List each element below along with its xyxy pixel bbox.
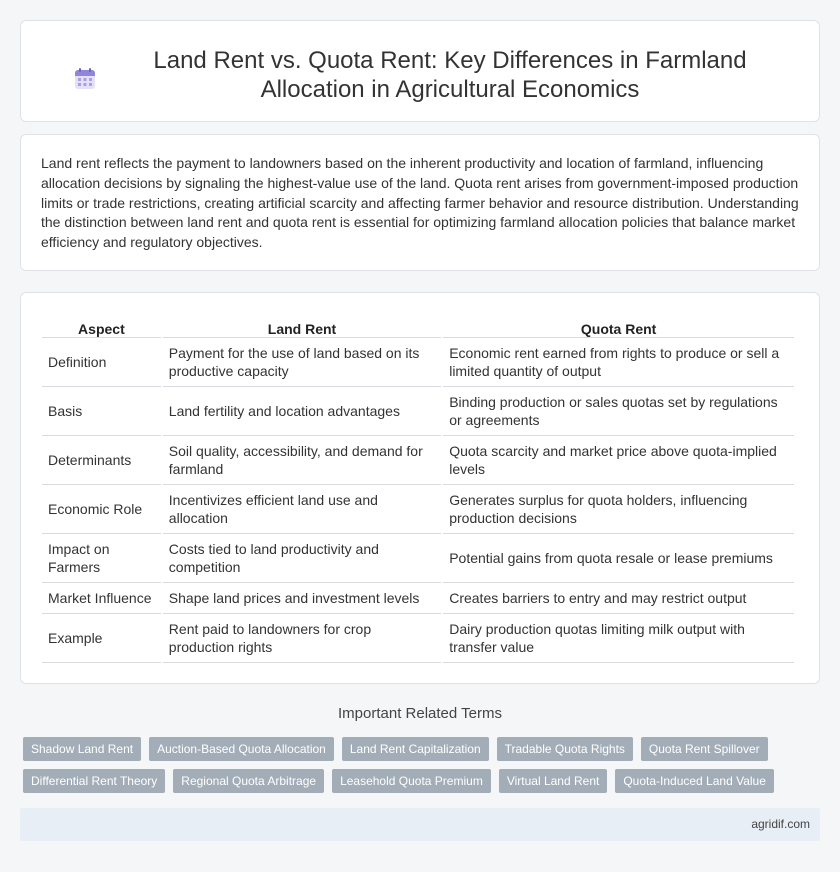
tag-row-2 <box>23 769 823 793</box>
footer-site-link[interactable]: agridif.com <box>751 817 810 831</box>
related-terms-tags <box>23 737 823 801</box>
row-aspect: Determinants <box>42 436 161 485</box>
row-land-rent: Payment for the use of land based on its productive capacity <box>163 338 441 387</box>
row-aspect: Market Influence <box>42 583 161 614</box>
related-terms-title: Important Related Terms <box>338 705 502 722</box>
header-aspect: Aspect <box>42 317 161 338</box>
table-row <box>42 534 794 583</box>
tag-regional-quota-arbitrage[interactable]: Regional Quota Arbitrage <box>173 769 324 793</box>
page-title: Land Rent vs. Quota Rent: Key Differences in Farmland Allocation in Agricultural Economics <box>153 47 747 103</box>
tag-leasehold-quota-premium[interactable]: Leasehold Quota Premium <box>332 769 491 793</box>
tag-tradable-quota-rights[interactable]: Tradable Quota Rights <box>497 737 633 761</box>
row-aspect: Definition <box>42 338 161 387</box>
comparison-table-card <box>20 292 820 684</box>
table-row <box>42 583 794 614</box>
row-aspect: Economic Role <box>42 485 161 534</box>
tag-shadow-land-rent[interactable]: Shadow Land Rent <box>23 737 141 761</box>
tag-land-rent-capitalization[interactable]: Land Rent Capitalization <box>342 737 489 761</box>
row-quota-rent: Generates surplus for quota holders, influencing production decisions <box>443 485 794 534</box>
tag-auction-based-quota-allocation[interactable]: Auction-Based Quota Allocation <box>149 737 334 761</box>
row-quota-rent: Quota scarcity and market price above quota-implied levels <box>443 436 794 485</box>
table-row <box>42 436 794 485</box>
intro-paragraph: Land rent reflects the payment to landowners based on the inherent productivity and location of farmland, influencing allocation decisions by signaling the highest-value use of the land. Quota rent arises from government-imposed production limits or trade restrictions, creating artificial scarcity and affecting farmer behavior and resource distribution. Understanding the distinction between land rent and quota rent is essential for optimizing farmland allocation policies that balance market efficiency and regulatory objectives. <box>41 155 799 251</box>
row-land-rent: Shape land prices and investment levels <box>163 583 441 614</box>
row-land-rent: Soil quality, accessibility, and demand for farmland <box>163 436 441 485</box>
row-aspect: Impact on Farmers <box>42 534 161 583</box>
row-land-rent: Rent paid to landowners for crop production rights <box>163 614 441 663</box>
table-row <box>42 387 794 436</box>
row-quota-rent: Creates barriers to entry and may restrict output <box>443 583 794 614</box>
table-row <box>42 614 794 663</box>
tag-row-1 <box>23 737 823 761</box>
row-land-rent: Land fertility and location advantages <box>163 387 441 436</box>
row-quota-rent: Dairy production quotas limiting milk output with transfer value <box>443 614 794 663</box>
row-aspect: Example <box>42 614 161 663</box>
tag-differential-rent-theory[interactable]: Differential Rent Theory <box>23 769 165 793</box>
row-quota-rent: Potential gains from quota resale or lease premiums <box>443 534 794 583</box>
intro-card <box>20 134 820 271</box>
header-quota-rent: Quota Rent <box>443 317 794 338</box>
table-row <box>42 485 794 534</box>
row-land-rent: Costs tied to land productivity and competition <box>163 534 441 583</box>
tag-virtual-land-rent[interactable]: Virtual Land Rent <box>499 769 608 793</box>
row-quota-rent: Economic rent earned from rights to produce or sell a limited quantity of output <box>443 338 794 387</box>
row-aspect: Basis <box>42 387 161 436</box>
row-quota-rent: Binding production or sales quotas set by regulations or agreements <box>443 387 794 436</box>
tag-quota-rent-spillover[interactable]: Quota Rent Spillover <box>641 737 768 761</box>
table-row <box>42 338 794 387</box>
footer <box>20 808 820 841</box>
title-card <box>20 20 820 122</box>
comparison-table <box>40 317 796 663</box>
row-land-rent: Incentivizes efficient land use and allocation <box>163 485 441 534</box>
header-land-rent: Land Rent <box>163 317 441 338</box>
table-header-row <box>42 317 794 338</box>
calendar-icon <box>73 67 97 91</box>
tag-quota-induced-land-value[interactable]: Quota-Induced Land Value <box>615 769 774 793</box>
